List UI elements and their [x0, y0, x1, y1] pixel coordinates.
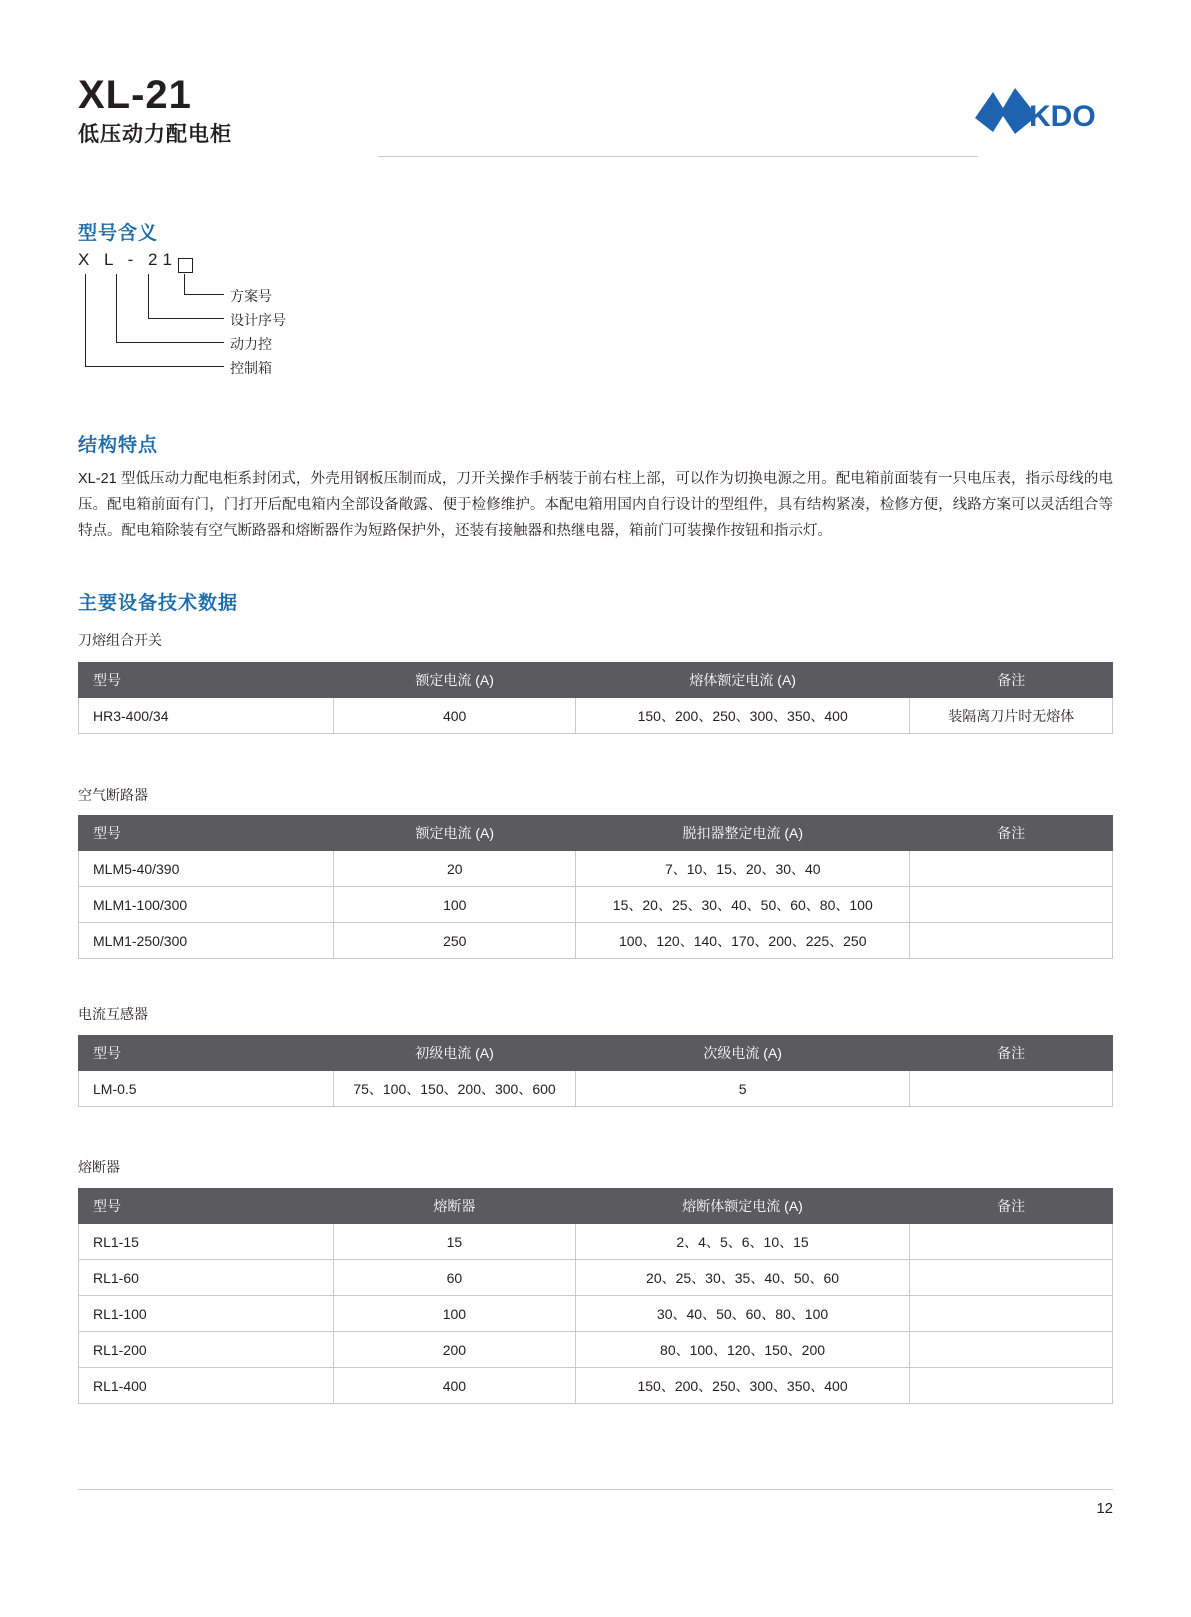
page-header	[78, 72, 1113, 172]
model-label-3: 控制箱	[230, 360, 272, 376]
cell	[910, 1368, 1113, 1404]
page-title: XL-21	[78, 73, 192, 117]
leader-line-3	[116, 274, 117, 342]
table-caption-3: 熔断器	[78, 1159, 120, 1175]
cell: MLM5-40/390	[79, 851, 334, 887]
cell: 7、10、15、20、30、40	[576, 851, 910, 887]
cell	[910, 887, 1113, 923]
table-caption-0: 刀熔组合开关	[78, 632, 162, 648]
col-header: 备注	[910, 663, 1113, 698]
cell: MLM1-250/300	[79, 923, 334, 959]
table-row	[79, 1260, 1113, 1296]
table-header-row	[79, 816, 1113, 851]
table-knife-fuse-switch	[78, 662, 1113, 734]
cell: 80、100、120、150、200	[575, 1332, 910, 1368]
leader-line-2	[148, 274, 149, 318]
leader-line-3-h	[116, 342, 224, 343]
cell: RL1-200	[79, 1332, 334, 1368]
col-header: 备注	[910, 1036, 1113, 1071]
cell: MLM1-100/300	[79, 887, 334, 923]
model-code-diagram	[78, 250, 498, 390]
section-heading-tech: 主要设备技术数据	[78, 593, 239, 614]
table-air-circuit-breaker	[78, 815, 1113, 959]
table-row	[79, 1368, 1113, 1404]
cell	[910, 1332, 1113, 1368]
col-header: 次级电流 (A)	[576, 1036, 910, 1071]
model-code-square	[178, 258, 193, 273]
cell: 2、4、5、6、10、15	[575, 1224, 910, 1260]
cell: 60	[333, 1260, 575, 1296]
table-row	[79, 698, 1113, 734]
col-header: 备注	[910, 816, 1113, 851]
table-row	[79, 887, 1113, 923]
svg-text:YKDO: YKDO	[1009, 100, 1096, 133]
cell: 200	[333, 1332, 575, 1368]
cell: 100、120、140、170、200、225、250	[576, 923, 910, 959]
table-header-row	[79, 1036, 1113, 1071]
table-row	[79, 851, 1113, 887]
cell: 400	[333, 1368, 575, 1404]
leader-line-4-h	[85, 366, 224, 367]
cell: 5	[576, 1071, 910, 1107]
cell: 15、20、25、30、40、50、60、80、100	[576, 887, 910, 923]
header-divider	[378, 156, 978, 157]
cell	[910, 1224, 1113, 1260]
page-number: 12	[1096, 1500, 1113, 1517]
col-header: 备注	[910, 1189, 1113, 1224]
col-header: 型号	[79, 1189, 334, 1224]
cell: 30、40、50、60、80、100	[575, 1296, 910, 1332]
cell: 150、200、250、300、350、400	[575, 698, 909, 734]
cell	[910, 1296, 1113, 1332]
leader-line-1-h	[184, 294, 224, 295]
col-header: 脱扣器整定电流 (A)	[576, 816, 910, 851]
cell: RL1-15	[79, 1224, 334, 1260]
cell: 装隔离刀片时无熔体	[910, 698, 1113, 734]
cell	[910, 923, 1113, 959]
footer-divider	[78, 1489, 1113, 1490]
table-header-row	[79, 1189, 1113, 1224]
table-row	[79, 1071, 1113, 1107]
section-heading-model: 型号含义	[78, 223, 159, 244]
cell: 250	[334, 923, 576, 959]
model-label-1: 设计序号	[230, 312, 286, 328]
table-row	[79, 1224, 1113, 1260]
page-subtitle: 低压动力配电柜	[78, 123, 232, 146]
col-header: 额定电流 (A)	[334, 816, 576, 851]
col-header: 型号	[79, 1036, 334, 1071]
col-header: 初级电流 (A)	[333, 1036, 575, 1071]
leader-line-2-h	[148, 318, 224, 319]
cell	[910, 1260, 1113, 1296]
col-header: 型号	[79, 663, 334, 698]
model-label-2: 动力控	[230, 336, 272, 352]
leader-line-4	[85, 274, 86, 366]
col-header: 熔断体额定电流 (A)	[575, 1189, 910, 1224]
col-header: 熔断器	[333, 1189, 575, 1224]
table-fuse	[78, 1188, 1113, 1404]
table-caption-2: 电流互感器	[78, 1006, 148, 1022]
cell: 100	[334, 887, 576, 923]
table-header-row	[79, 663, 1113, 698]
cell	[910, 1071, 1113, 1107]
table-row	[79, 1296, 1113, 1332]
col-header: 熔体额定电流 (A)	[575, 663, 909, 698]
cell: RL1-100	[79, 1296, 334, 1332]
model-code-text: X L - 21	[78, 250, 177, 269]
table-caption-1: 空气断路器	[78, 787, 148, 803]
cell: LM-0.5	[79, 1071, 334, 1107]
cell: 15	[333, 1224, 575, 1260]
leader-line-1	[184, 274, 185, 294]
col-header: 额定电流 (A)	[334, 663, 576, 698]
model-label-0: 方案号	[230, 288, 272, 304]
cell	[910, 851, 1113, 887]
cell: 20	[334, 851, 576, 887]
table-current-transformer	[78, 1035, 1113, 1107]
col-header: 型号	[79, 816, 334, 851]
cell: 75、100、150、200、300、600	[333, 1071, 575, 1107]
company-logo	[963, 82, 1113, 144]
cell: 100	[333, 1296, 575, 1332]
table-row	[79, 1332, 1113, 1368]
cell: RL1-400	[79, 1368, 334, 1404]
table-row	[79, 923, 1113, 959]
cell: HR3-400/34	[79, 698, 334, 734]
structure-paragraph: XL-21 型低压动力配电柜系封闭式，外壳用钢板压制而成，刀开关操作手柄装于前右柱上部，可以作为切换电源之用。配电箱前面装有一只电压表，指示母线的电压。配电箱前面有门，门打开后配电箱内全部设备敞露、便于检修维护。本配电箱用国内自行设计的型组件，具有结构紧凑，检修方便，线路方案可以灵活组合等特点。配电箱除装有空气断路器和熔断器作为短路保护外，还装有接触器和热继电器，箱前门可装操作按钮和指示灯。	[78, 471, 1113, 539]
cell: 400	[334, 698, 576, 734]
section-heading-structure: 结构特点	[78, 435, 159, 456]
cell: RL1-60	[79, 1260, 334, 1296]
cell: 20、25、30、35、40、50、60	[575, 1260, 910, 1296]
cell: 150、200、250、300、350、400	[575, 1368, 910, 1404]
